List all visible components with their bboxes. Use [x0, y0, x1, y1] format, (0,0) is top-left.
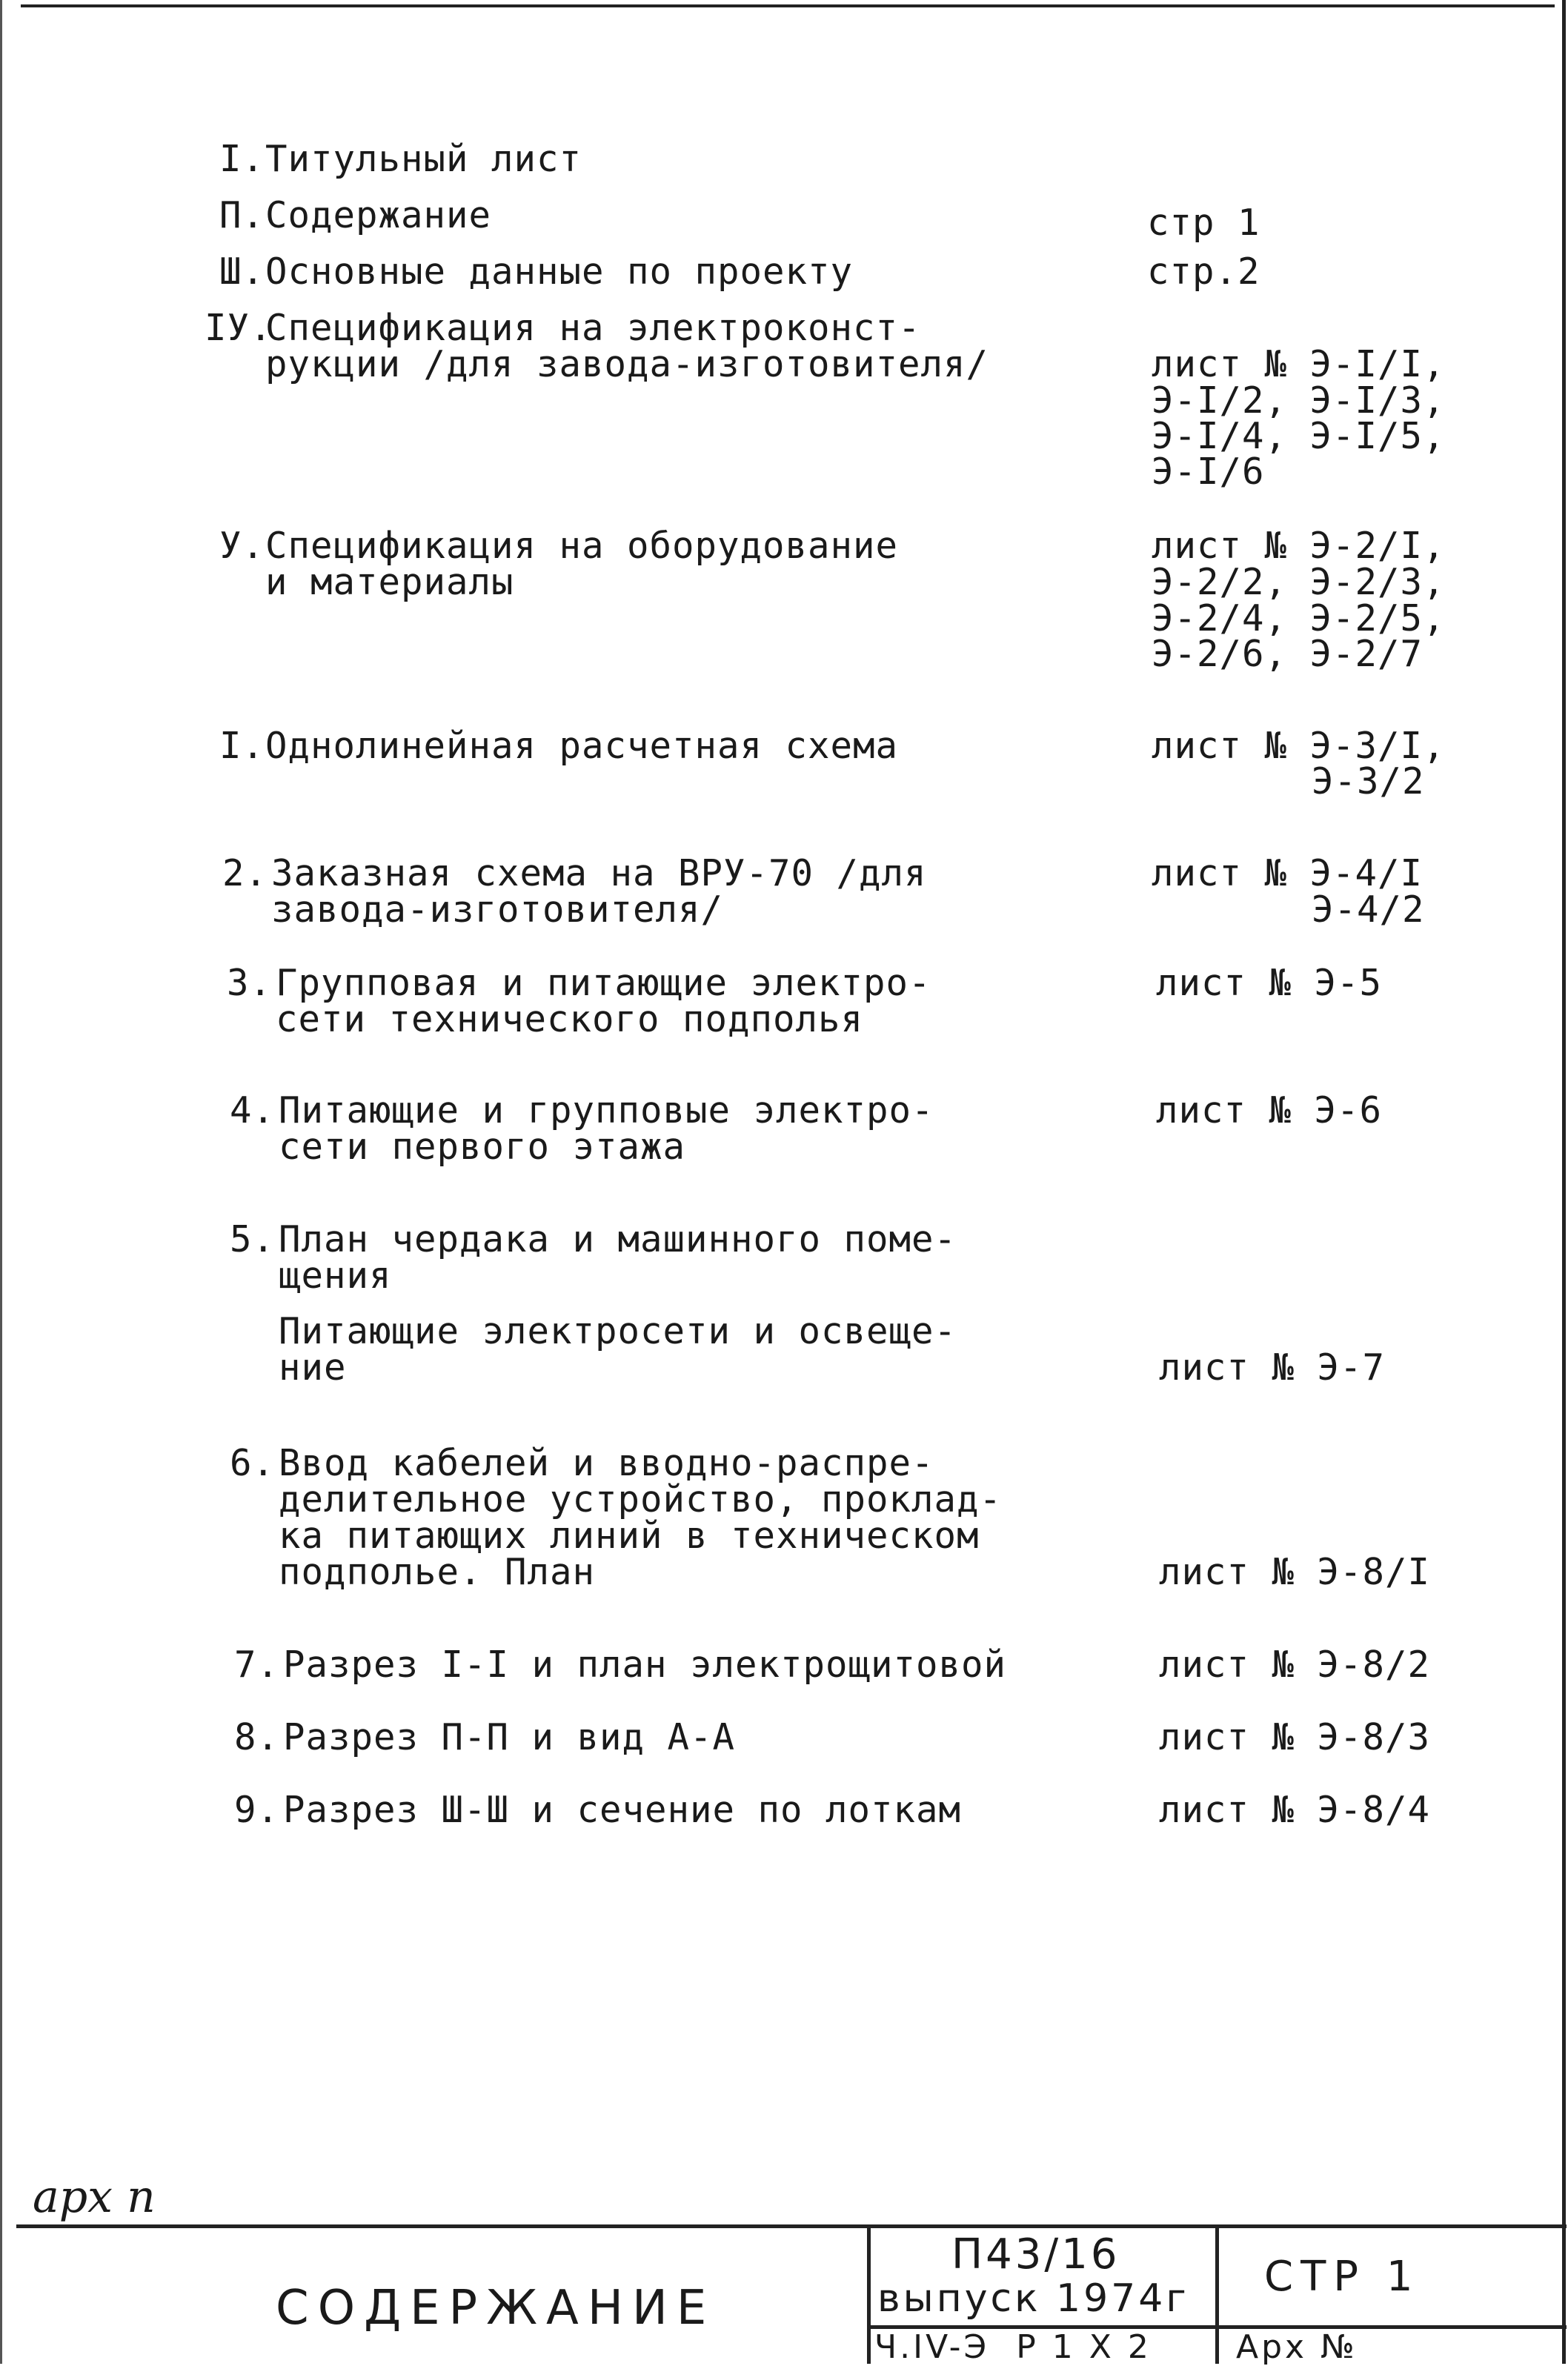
toc-number: 4.	[230, 1089, 276, 1132]
toc-ref-line: лист № Э-2/I,	[1152, 525, 1446, 567]
toc-title-line: Заказная схема на ВРУ-70 /для	[271, 852, 927, 894]
toc-ref-line: Э-4/2	[1312, 888, 1425, 931]
toc-number: 3.	[227, 962, 273, 1004]
toc-number: Ш.	[219, 250, 265, 293]
title-block-issue: выпуск 1974г	[877, 2276, 1189, 2321]
toc-ref-line: лист № Э-3/I,	[1152, 725, 1446, 767]
toc-number: У.	[219, 525, 265, 567]
toc-ref-line: лист № Э-6	[1156, 1089, 1383, 1132]
title-block-archive: Арх №	[1236, 2328, 1358, 2366]
title-block-sheet-code: Ч.IV-Э Р 1 Х 2	[874, 2328, 1152, 2366]
toc-number: П.	[219, 194, 265, 236]
toc-title-line: Спецификация на электроконст-	[265, 307, 921, 349]
toc-title-line: Однолинейная расчетная схема	[265, 725, 899, 767]
toc-title-line: Титульный лист	[265, 138, 582, 180]
title-block-page: СТР 1	[1264, 2253, 1421, 2301]
toc-ref-line: лист № Э-8/3	[1159, 1716, 1431, 1758]
toc-ref-line: лист № Э-5	[1156, 962, 1383, 1004]
title-block-title: СОДЕРЖАНИЕ	[276, 2281, 716, 2336]
right-border	[1562, 0, 1566, 2364]
title-block-project-code: П43/16	[951, 2230, 1120, 2279]
toc-number: 8.	[234, 1716, 280, 1758]
toc-title-line: Питающие и групповые электро-	[279, 1089, 934, 1132]
toc-title-line: Спецификация на оборудование	[265, 525, 899, 567]
toc-ref-line: лист № Э-I/I,	[1152, 343, 1446, 385]
top-border	[21, 4, 1555, 7]
toc-title-line: и материалы	[265, 561, 514, 603]
title-block-divider	[1215, 2226, 1219, 2364]
toc-title-line: Разрез Ш-Ш и сечение по лоткам	[283, 1789, 962, 1831]
handwritten-archive-note: арх п	[33, 2171, 156, 2223]
toc-title-line: Питающие электросети и освеще-	[279, 1310, 957, 1352]
toc-ref-line: лист № Э-8/I	[1159, 1551, 1431, 1593]
toc-title-line: ка питающих линий в техническом	[279, 1515, 980, 1557]
toc-title-line: сети первого этажа	[279, 1126, 686, 1168]
toc-number: 5.	[230, 1218, 276, 1260]
toc-title-line: План чердака и машинного поме-	[279, 1218, 957, 1260]
toc-number: 7.	[234, 1644, 280, 1686]
toc-title-line: Разрез I-I и план электрощитовой	[283, 1644, 1007, 1686]
title-block-divider	[867, 2226, 871, 2364]
title-block-top-line	[16, 2224, 1567, 2228]
toc-number: 6.	[230, 1442, 276, 1484]
toc-title-line: рукции /для завода-изготовителя/	[265, 343, 989, 385]
toc-ref-line: лист № Э-8/2	[1159, 1644, 1431, 1686]
toc-ref-line: Э-I/4, Э-I/5,	[1152, 415, 1446, 457]
toc-number: IУ.	[205, 307, 273, 349]
toc-number: I.	[219, 138, 265, 180]
toc-title-line: Разрез П-П и вид А-А	[283, 1716, 736, 1758]
toc-ref-line: Э-I/6	[1152, 451, 1265, 493]
toc-title-line: щения	[279, 1255, 392, 1297]
toc-title-line: ние	[279, 1346, 347, 1389]
toc-title-line: подполье. План	[279, 1551, 596, 1593]
toc-title-line: сети технического подполья	[276, 998, 864, 1040]
toc-ref-line: лист № Э-7	[1159, 1346, 1386, 1389]
toc-ref-line: стр.2	[1147, 250, 1260, 293]
toc-number: I.	[219, 725, 265, 767]
toc-title-line: делительное устройство, проклад-	[279, 1478, 1003, 1521]
toc-title-line: завода-изготовителя/	[271, 888, 724, 931]
toc-title-line: Ввод кабелей и вводно-распре-	[279, 1442, 934, 1484]
toc-ref-line: Э-2/6, Э-2/7	[1152, 633, 1424, 675]
toc-ref-line: стр 1	[1147, 202, 1260, 244]
toc-number: 9.	[234, 1789, 280, 1831]
toc-ref-line: Э-I/2, Э-I/3,	[1152, 379, 1446, 422]
toc-ref-line: Э-3/2	[1312, 760, 1425, 802]
toc-ref-line: Э-2/4, Э-2/5,	[1152, 597, 1446, 639]
toc-ref-line: Э-2/2, Э-2/3,	[1152, 561, 1446, 603]
toc-title-line: Основные данные по проекту	[265, 250, 854, 293]
toc-title-line: Групповая и питающие электро-	[276, 962, 931, 1004]
toc-title-line: Содержание	[265, 194, 492, 236]
toc-number: 2.	[222, 852, 268, 894]
toc-ref-line: лист № Э-8/4	[1159, 1789, 1431, 1831]
left-border	[0, 0, 2, 2364]
toc-ref-line: лист № Э-4/I	[1152, 852, 1424, 894]
